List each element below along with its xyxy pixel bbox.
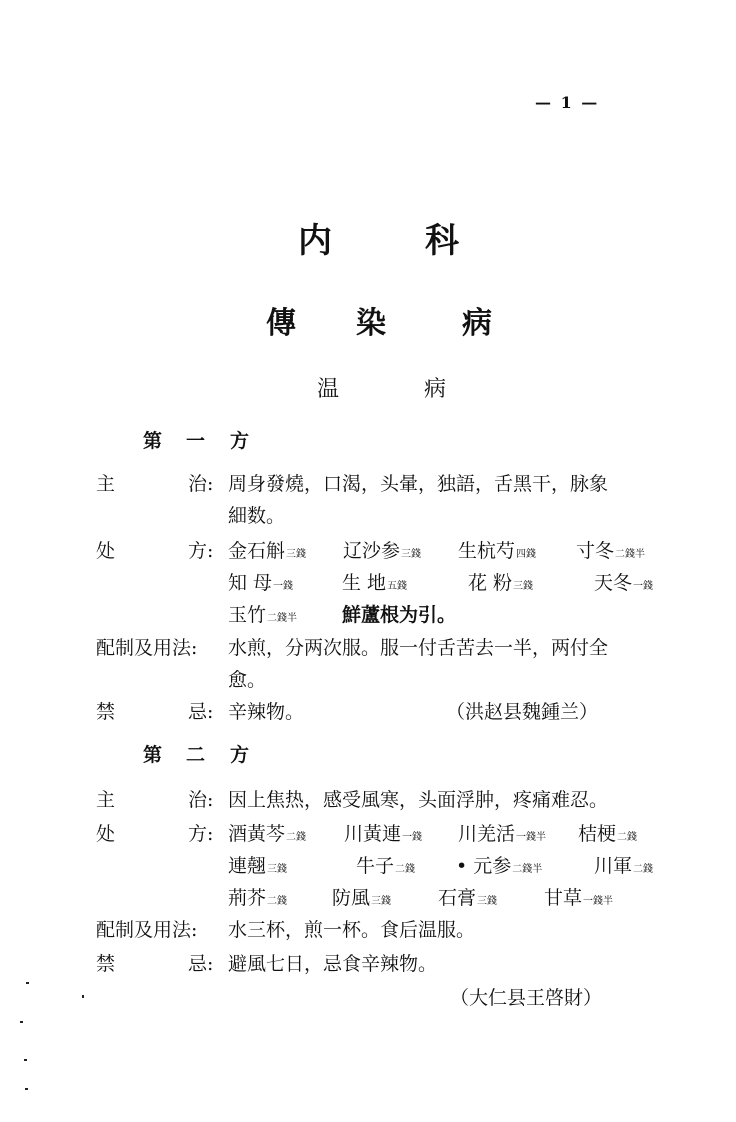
usage-text-line-1: 水三杯，煎一杯。食后温服。	[228, 919, 476, 941]
herb: 荊芥二錢	[228, 887, 288, 909]
prescription-1-source: （洪赵县魏鍾兰）	[446, 701, 599, 723]
heading-category-char-2: 染	[356, 306, 386, 341]
herb: 川軍二錢	[594, 855, 654, 877]
indication-text-line-1: 周身發燒，口渴，头暈，独語，舌黑干，脉象	[228, 473, 609, 495]
scan-speck	[26, 982, 29, 984]
prescription-1-title-char-1: 第	[143, 430, 163, 452]
herb: 天冬一錢	[594, 572, 654, 594]
herb: 牛子二錢	[356, 855, 416, 877]
heading-category-char-3: 病	[462, 306, 492, 341]
formula-line-2	[228, 567, 668, 599]
usage-label: 配制及用法:	[96, 919, 198, 941]
herb: 花 粉三錢	[468, 572, 534, 594]
formula-line-2	[228, 850, 668, 882]
taboo-text: 辛辣物。	[228, 701, 305, 723]
formula-line-3	[228, 599, 668, 631]
taboo-text: 避風七日，忌食辛辣物。	[228, 953, 438, 975]
prescription-1-title-char-3: 方	[230, 430, 250, 452]
heading-department-char-2: 科	[425, 221, 459, 261]
prescription-2-title-char-3: 方	[230, 744, 250, 766]
indication-text-line-1: 因上焦热，感受風寒，头面浮肿，疼痛难忍。	[228, 789, 609, 811]
heading-category-char-1: 傳	[266, 306, 296, 341]
herb: 鮮蘆根为引。	[342, 604, 457, 626]
scan-speck	[24, 1059, 27, 1061]
herb: 防風三錢	[332, 887, 392, 909]
scan-speck	[25, 1088, 28, 1090]
heading-department-char-1: 内	[298, 221, 332, 261]
prescription-2-source: （大仁县王啓財）	[450, 987, 603, 1009]
scan-speck	[20, 1021, 23, 1023]
herb: • 元参二錢半	[456, 855, 543, 877]
formula-line-1	[228, 818, 668, 850]
herb: 知 母一錢	[228, 572, 294, 594]
herb: 寸冬二錢半	[576, 540, 646, 562]
herb: 石膏三錢	[438, 887, 498, 909]
herb: 桔梗二錢	[578, 823, 638, 845]
usage-text-line-1: 水煎，分两次服。服一付舌苦去一半，两付全	[228, 637, 609, 659]
usage-label: 配制及用法:	[96, 637, 198, 659]
page-number: — 1 —	[535, 93, 600, 112]
heading-disease-char-2: 病	[424, 377, 447, 402]
herb: 生 地五錢	[342, 572, 408, 594]
herb: 甘草一錢半	[544, 887, 614, 909]
herb: 川黃連一錢	[344, 823, 423, 845]
prescription-2-title-char-2: 二	[186, 744, 206, 766]
indication-text-line-2: 細数。	[228, 505, 286, 527]
herb: 酒黃芩二錢	[228, 823, 307, 845]
herb: 生杭芍四錢	[458, 540, 537, 562]
herb: 辽沙参三錢	[343, 540, 422, 562]
herb: 玉竹二錢半	[228, 604, 298, 626]
scan-speck	[82, 995, 84, 998]
heading-disease-char-1: 温	[317, 377, 340, 402]
herb: 金石斛三錢	[228, 540, 307, 562]
herb: 連翹三錢	[228, 855, 288, 877]
formula-line-3	[228, 882, 668, 914]
herb: 川羌活一錢半	[458, 823, 547, 845]
prescription-1-title-char-2: 一	[186, 430, 206, 452]
formula-line-1	[228, 535, 668, 567]
prescription-2-title-char-1: 第	[143, 744, 163, 766]
usage-text-line-2: 愈。	[228, 669, 267, 691]
